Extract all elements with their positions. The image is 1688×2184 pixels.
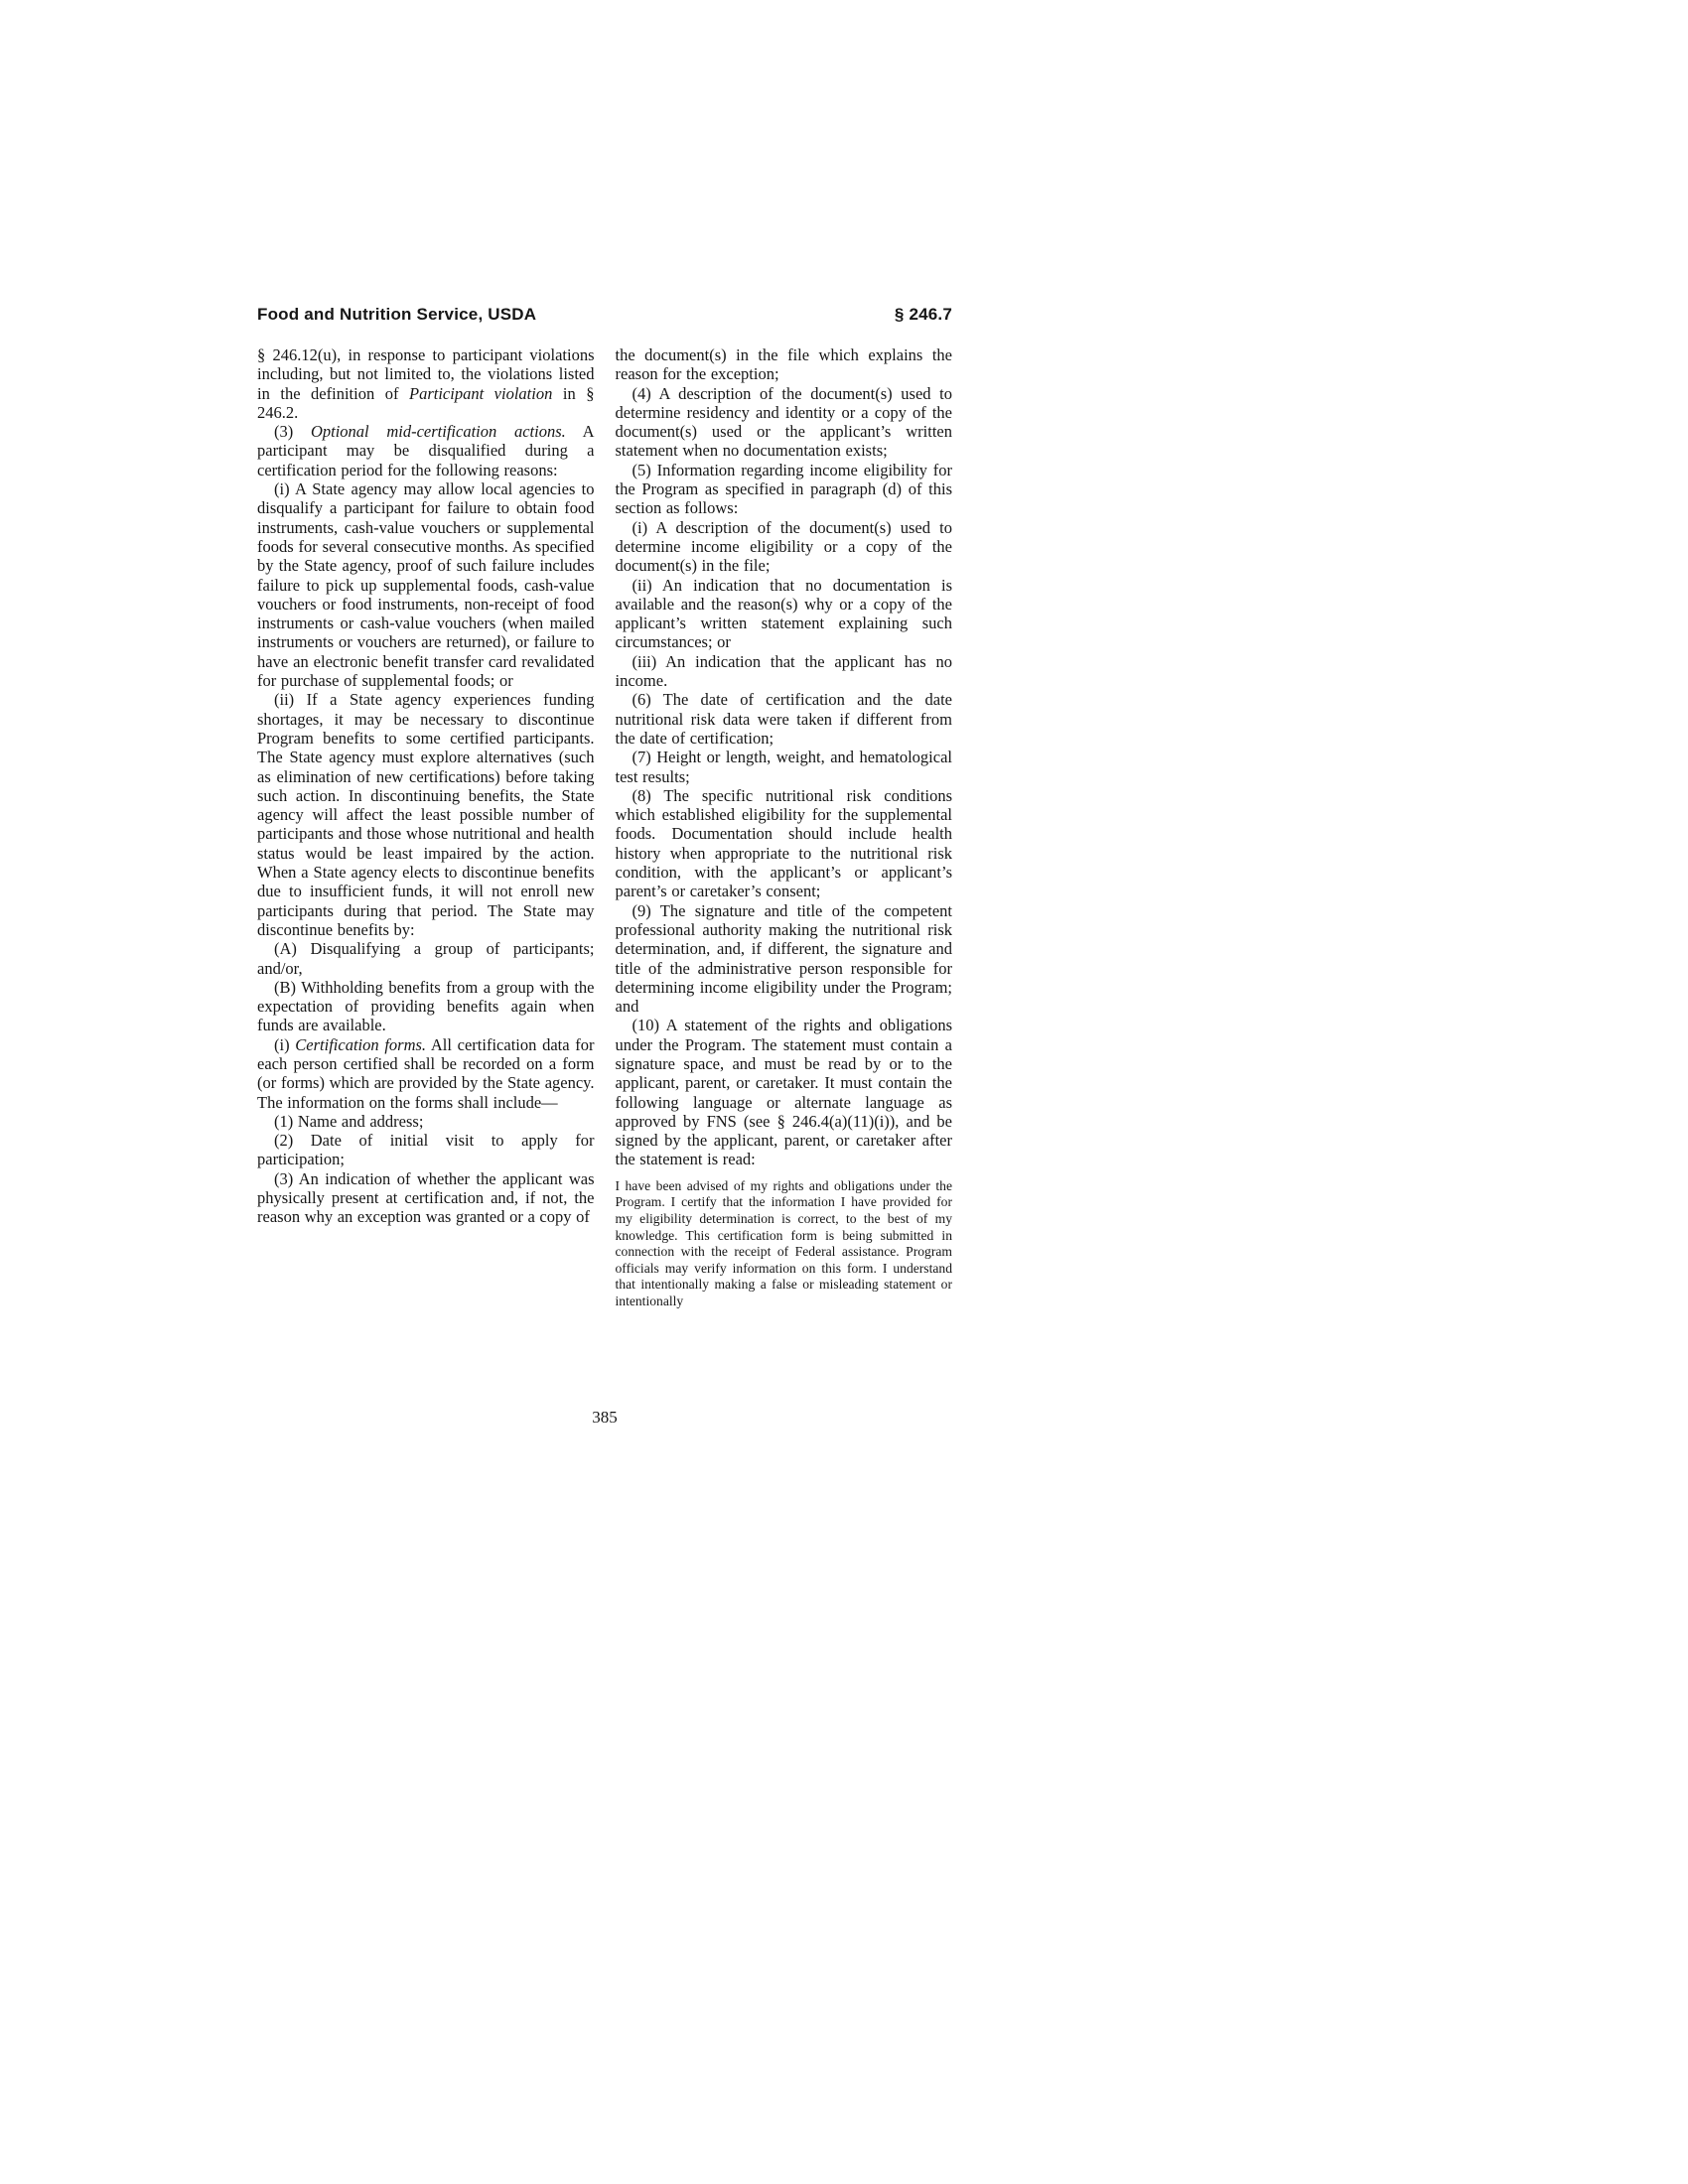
italic-phrase: Participant violation: [409, 383, 553, 403]
section-number: § 246.7: [894, 305, 952, 324]
text-columns: [257, 345, 952, 1310]
right-column: [616, 345, 953, 1310]
italic-phrase: Certification forms.: [295, 1034, 427, 1054]
paragraph: (3) Optional mid-certification actions. A participant may be disqualified during a certification period for the following reasons:: [257, 422, 595, 479]
paragraph: (4) A description of the document(s) used to determine residency and identity or a copy of the document(s) used or the applicant’s written statement when no documentation exists;: [615, 383, 952, 461]
paragraph: (3) An indication of whether the applicant was physically present at certification and, if not, the reason why an exception was granted or a copy of: [257, 1168, 595, 1227]
paragraph: (i) A State agency may allow local agencies to disqualify a participant for failure to obtain food instruments, cash-value vouchers or supplemental foods for several consecutive months. As specified by the State agency, proof of such failure includes failure to pick up supplemental foods, cash-value vouchers or food instruments, non-receipt of food instruments or cash-value vouchers (when mailed instruments or vouchers are returned), or failure to have an electronic benefit transfer card revalidated for purchase of supplemental foods; or: [257, 479, 595, 691]
paragraph: § 246.12(u), in response to participant violations including, but not limited to, the violations listed in the definition of Participant violation in § 246.2.: [257, 345, 595, 422]
paragraph: (2) Date of initial visit to apply for participation;: [257, 1131, 595, 1169]
paragraph: (i) Certification forms. All certification data for each person certified shall be recorded on a form (or forms) which are provided by the State agency. The information on the forms shall include—: [257, 1034, 595, 1112]
paragraph: (1) Name and address;: [274, 1111, 424, 1131]
paragraph: (10) A statement of the rights and obligations under the Program. The statement must contain a signature space, and must be read by or to the applicant, parent, or caretaker. It must contain the following language or alternate language as approved by FNS (see § 246.4(a)(11)(i)), and be signed by the applicant, parent, or caretaker after the statement is read:: [615, 1016, 952, 1169]
page-content: [257, 305, 952, 1310]
paragraph: (5) Information regarding income eligibility for the Program as specified in paragraph (d) of this section as follows:: [615, 460, 952, 518]
paragraph: (8) The specific nutritional risk conditions which established eligibility for the supplemental foods. Documentation should include health history when appropriate to the nutritional risk condition, with the applicant’s or applicant’s parent’s or caretaker’s consent;: [615, 785, 952, 901]
left-column: [257, 345, 595, 1310]
paragraph: (iii) An indication that the applicant has no income.: [615, 651, 952, 691]
paragraph: (B) Withholding benefits from a group with the expectation of providing benefits again when funds are available.: [257, 977, 595, 1035]
paragraph: (i) A description of the document(s) used to determine income eligibility or a copy of the document(s) in the file;: [615, 517, 952, 576]
page-header: [257, 305, 952, 325]
page-number: 385: [592, 1408, 618, 1427]
paragraph: (9) The signature and title of the competent professional authority making the nutritional risk determination, and, if different, the signature and title of the administrative person responsible for determining income eligibility under the Program; and: [615, 900, 952, 1017]
paragraph: (6) The date of certification and the date nutritional risk data were taken if different from the date of certification;: [615, 690, 952, 748]
paragraph: the document(s) in the file which explains the reason for the exception;: [615, 345, 952, 384]
paragraph: (ii) If a State agency experiences funding shortages, it may be necessary to discontinue Program benefits to some certified participants. The State agency must explore alternatives (such as elimination of new certifications) before taking such action. In discontinuing benefits, the State agency will affect the least possible number of participants and those whose nutritional and health status would be least impaired by the action. When a State agency elects to discontinue benefits due to insufficient funds, it will not enroll new participants during that period. The State may discontinue benefits by:: [257, 690, 595, 939]
quoted-statement-paragraph: I have been advised of my rights and obligations under the Program. I certify that the information I have provided for my eligibility determination is correct, to the best of my knowledge. This certification form is being submitted in connection with the receipt of Federal assistance. Program officials may verify information on this form. I understand that intentionally making a false or misleading statement or intentionally: [615, 1177, 952, 1308]
paragraph: (ii) An indication that no documentation is available and the reason(s) why or a copy of the applicant’s written statement explaining such circumstances; or: [615, 575, 952, 652]
italic-phrase: Optional mid-certification actions.: [310, 422, 566, 442]
paragraph: (7) Height or length, weight, and hematological test results;: [615, 748, 952, 786]
running-head: Food and Nutrition Service, USDA: [257, 305, 537, 324]
paragraph: (A) Disqualifying a group of participants; and/or,: [257, 939, 595, 978]
